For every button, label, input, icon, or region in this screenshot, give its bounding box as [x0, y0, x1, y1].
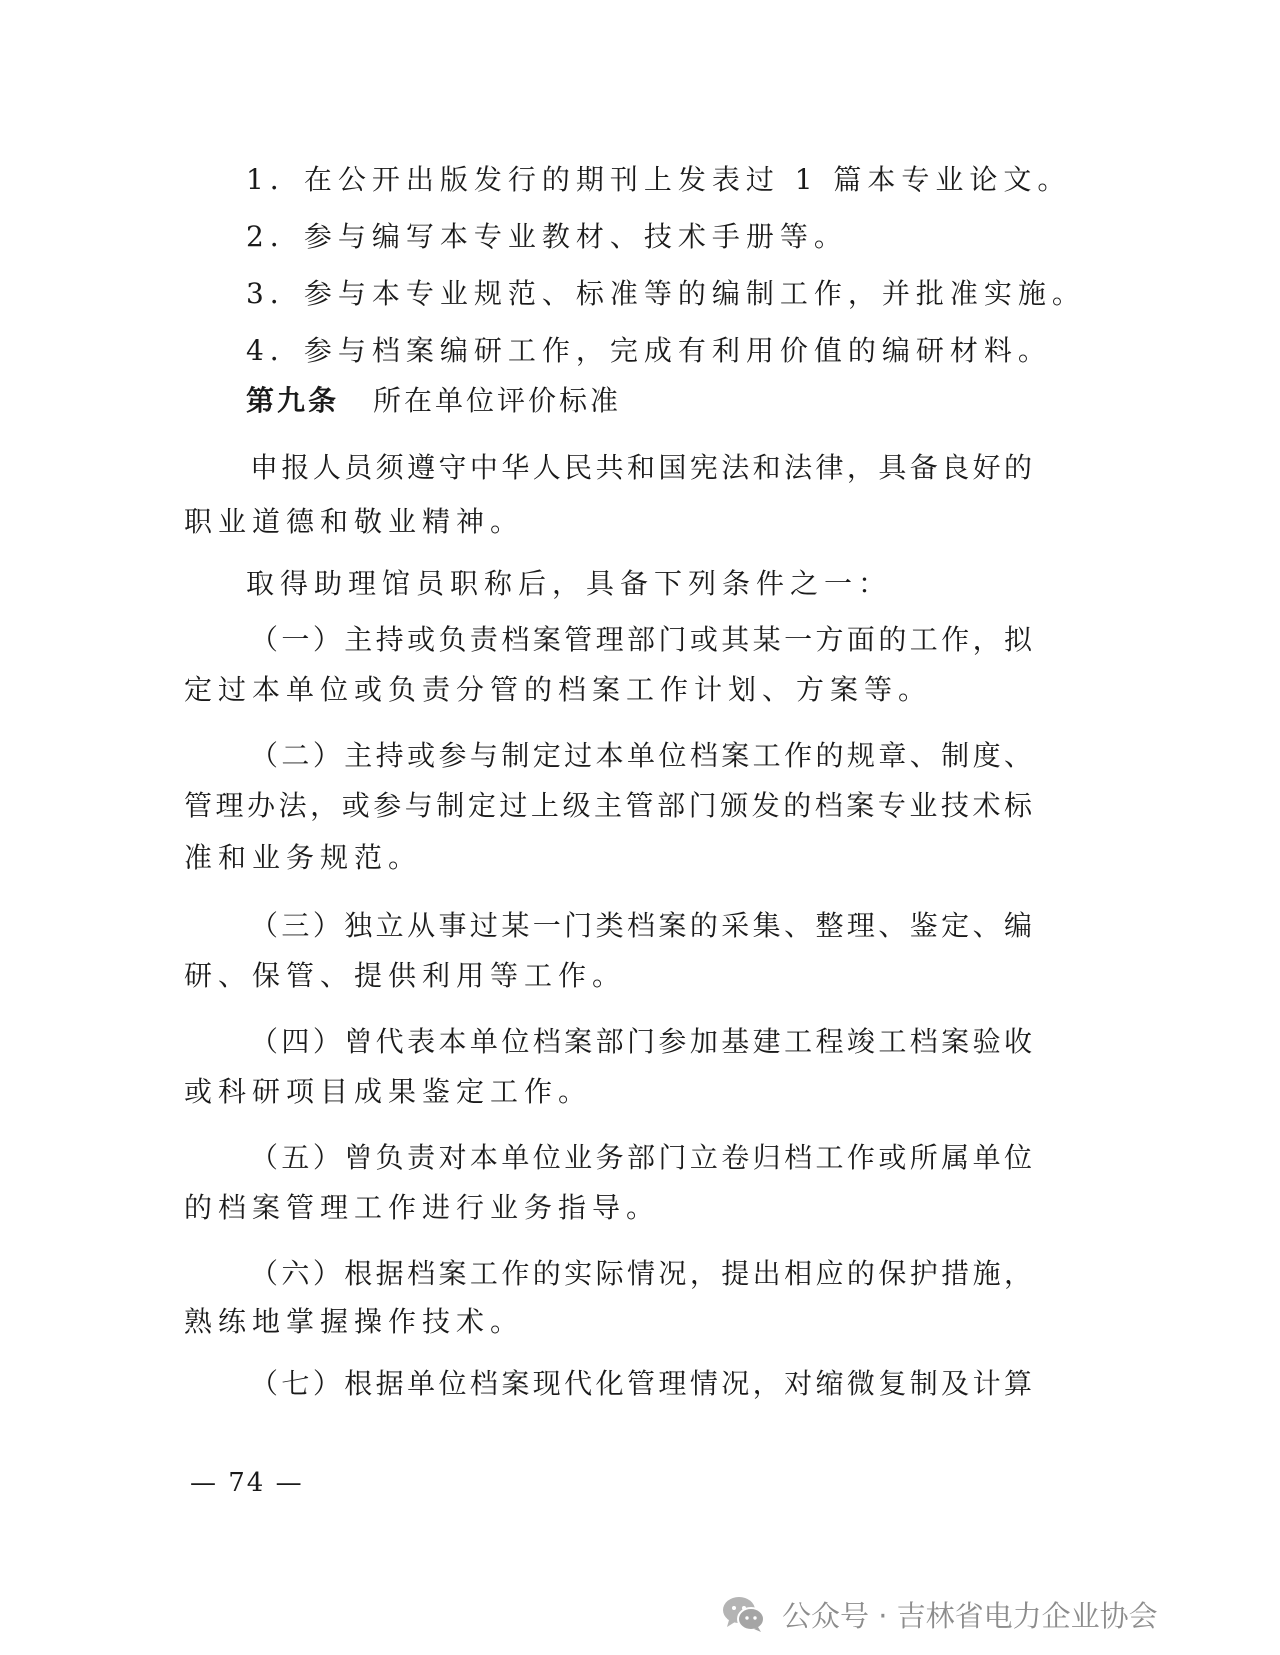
paragraph-line: （七）根据单位档案现代化管理情况，对缩微复制及计算 — [250, 1367, 1032, 1400]
paragraph-line: 管理办法，或参与制定过上级主管部门颁发的档案专业技术标 — [184, 789, 1032, 822]
paragraph-line: 研、保管、提供利用等工作。 — [184, 959, 627, 992]
paragraph-line: （三）独立从事过某一门类档案的采集、整理、鉴定、编 — [250, 909, 1032, 942]
list-item: 3．参与本专业规范、标准等的编制工作，并批准实施。 — [246, 277, 1086, 310]
paragraph-line: 准和业务规范。 — [184, 841, 423, 874]
paragraph-line: （二）主持或参与制定过本单位档案工作的规章、制度、 — [250, 739, 1032, 772]
paragraph-line: （六）根据档案工作的实际情况，提出相应的保护措施， — [250, 1257, 1032, 1290]
list-item: 4．参与档案编研工作，完成有利用价值的编研材料。 — [246, 334, 1052, 367]
paragraph-line: （一）主持或负责档案管理部门或其某一方面的工作，拟 — [250, 623, 1032, 656]
paragraph-line: 定过本单位或负责分管的档案工作计划、方案等。 — [184, 673, 933, 706]
article-title: 所在单位评价标准 — [373, 384, 622, 417]
paragraph-line: 取得助理馆员职称后，具备下列条件之一： — [246, 567, 893, 600]
article-label: 第九条 — [246, 384, 340, 417]
paragraph-line: 或科研项目成果鉴定工作。 — [184, 1075, 593, 1108]
page-number: — 74 — — [190, 1468, 304, 1498]
paragraph-line: （五）曾负责对本单位业务部门立卷归档工作或所属单位 — [250, 1141, 1032, 1174]
paragraph-line: （四）曾代表本单位档案部门参加基建工程竣工档案验收 — [250, 1025, 1032, 1058]
watermark — [720, 1590, 1158, 1638]
watermark-text: 公众号 · 吉林省电力企业协会 — [782, 1598, 1158, 1633]
paragraph-line: 职业道德和敬业精神。 — [184, 505, 525, 538]
list-item: 2．参与编写本专业教材、技术手册等。 — [246, 220, 848, 253]
article-heading — [246, 381, 621, 421]
list-item: 1．在公开出版发行的期刊上发表过 1 篇本专业论文。 — [246, 163, 1072, 196]
paragraph-line: 申报人员须遵守中华人民共和国宪法和法律，具备良好的 — [250, 451, 1032, 484]
paragraph-line: 的档案管理工作进行业务指导。 — [184, 1191, 661, 1224]
paragraph-line: 熟练地掌握操作技术。 — [184, 1305, 525, 1338]
wechat-icon — [720, 1594, 768, 1634]
